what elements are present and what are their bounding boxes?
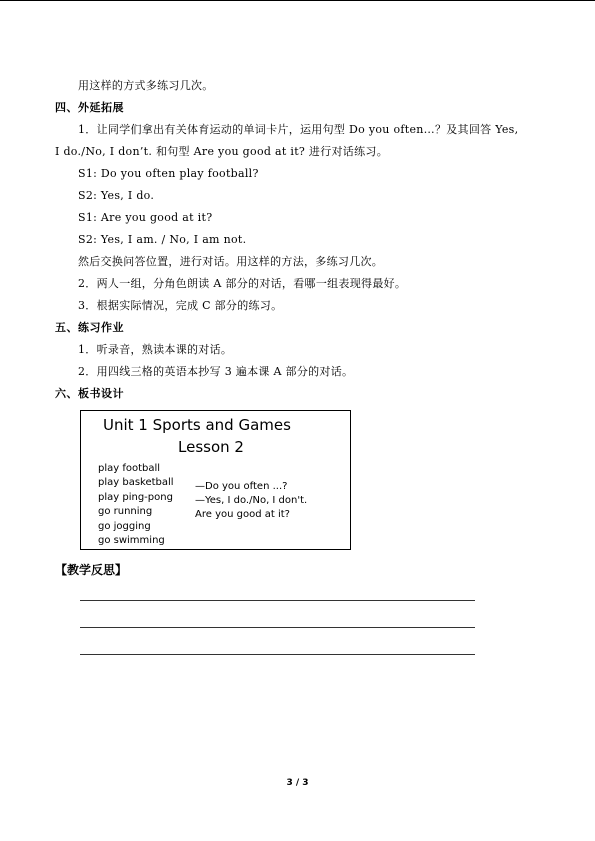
homework-item-1: 1．听录音，熟读本课的对话。 [78, 343, 233, 356]
dialogue-line: S1: Are you good at it? [78, 211, 213, 224]
extension-item-1-line-2: I do./No, I don’t. 和句型 Are you good at it? 进行对话练习。 [55, 145, 389, 158]
board-sentence: —Yes, I do./No, I don't. [195, 495, 308, 506]
extension-item-3: 3．根据实际情况，完成 C 部分的练习。 [78, 299, 283, 312]
board-title: Unit 1 Sports and Games [103, 416, 291, 434]
board-subtitle: Lesson 2 [178, 438, 244, 456]
dialogue-line: S2: Yes, I do. [78, 189, 155, 202]
page-top-border [0, 0, 595, 1]
board-phrase: play football [98, 463, 161, 474]
extension-item-1-line-1: 1．让同学们拿出有关体育运动的单词卡片，运用句型 Do you often…？及其回答 Yes, [78, 123, 519, 136]
board-phrase: play ping-pong [98, 491, 173, 503]
continuation-text: 用这样的方式多练习几次。 [78, 79, 214, 92]
board-phrase-list [98, 462, 174, 548]
reflection-writing-line [80, 627, 475, 628]
board-sentence-list [195, 480, 307, 522]
board-sentence: —Do you often ...? [195, 481, 288, 492]
board-sentence: Are you good at it? [195, 509, 290, 520]
dialogue-line: S1: Do you often play football? [78, 167, 259, 180]
board-phrase: go running [98, 506, 153, 518]
lesson-plan-body [55, 75, 575, 405]
dialogue-line: S2: Yes, I am. / No, I am not. [78, 233, 247, 246]
homework-item-2: 2．用四线三格的英语本抄写 3 遍本课 A 部分的对话。 [78, 365, 354, 378]
reflection-writing-line [80, 654, 475, 655]
section-heading-board-design: 六、板书设计 [55, 387, 124, 400]
board-phrase: play basketball [98, 477, 174, 489]
extension-followup: 然后交换问答位置，进行对话。用这样的方法，多练习几次。 [78, 255, 384, 268]
extension-item-2: 2．两人一组，分角色朗读 A 部分的对话，看哪一组表现得最好。 [78, 277, 407, 290]
section-heading-extension: 四、外延拓展 [55, 101, 124, 114]
reflection-heading: 【教学反思】 [55, 563, 128, 577]
reflection-writing-line [80, 600, 475, 601]
board-phrase: go jogging [98, 520, 151, 532]
board-phrase: go swimming [98, 534, 165, 546]
section-heading-homework: 五、练习作业 [55, 321, 124, 334]
page-number: 3 / 3 [286, 778, 309, 788]
blackboard-design-box [80, 410, 351, 550]
